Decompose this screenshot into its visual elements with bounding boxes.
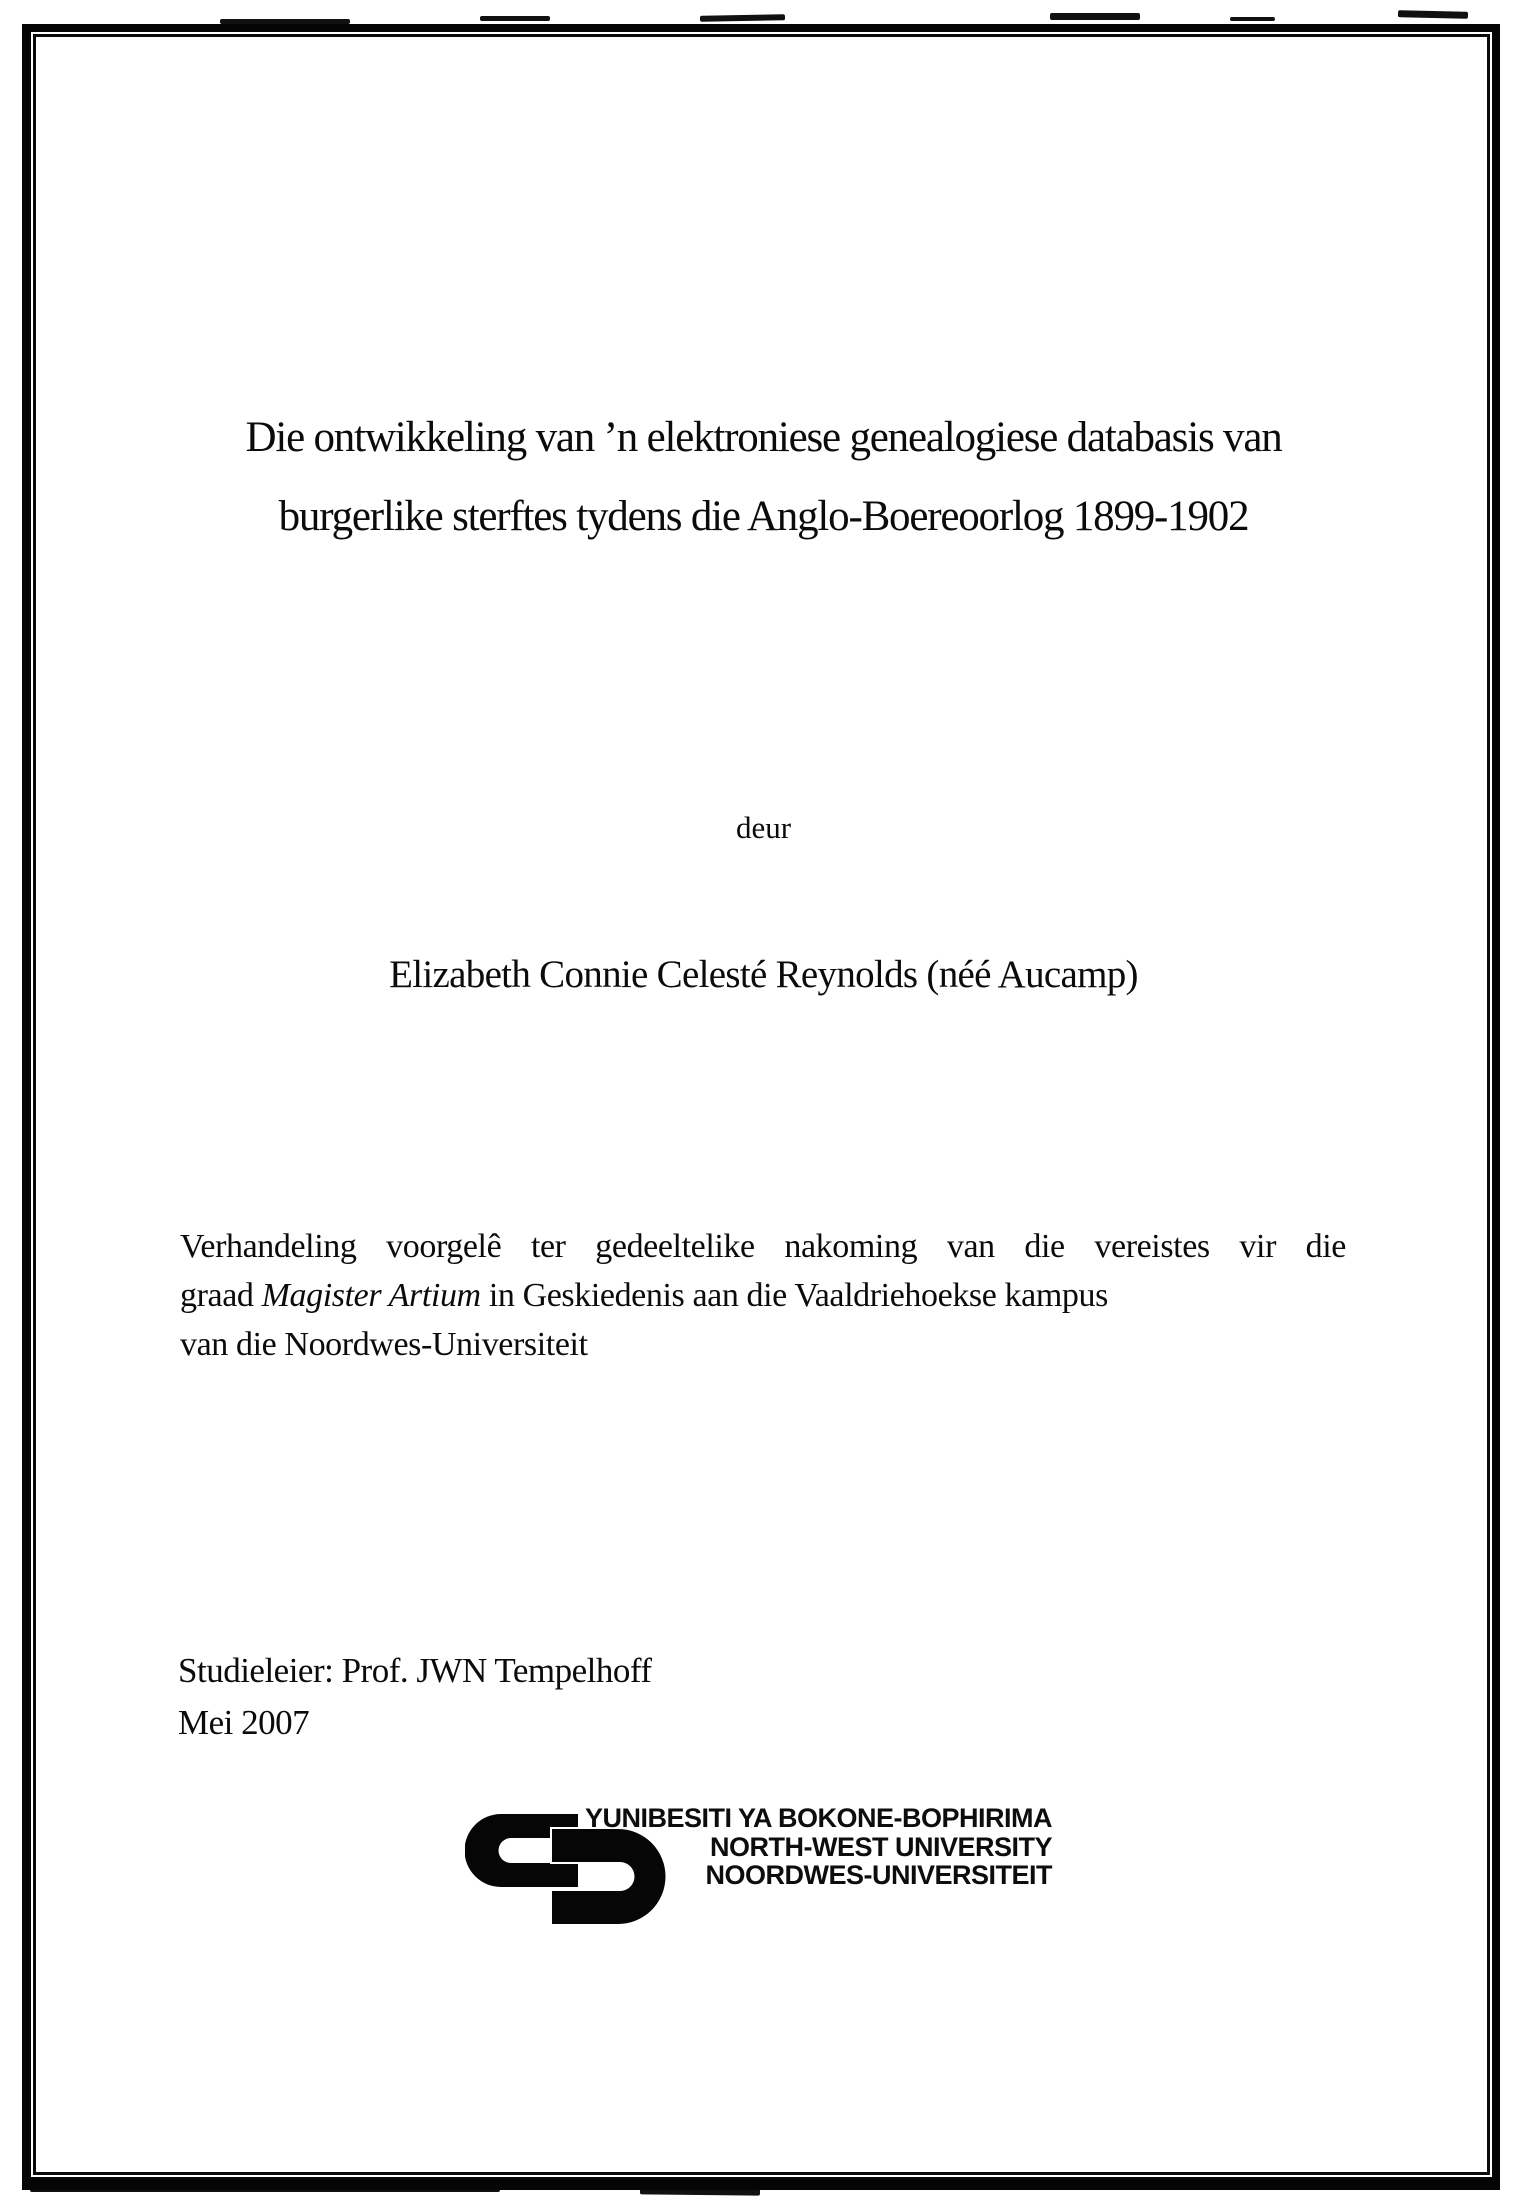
date-line: Mei 2007	[178, 1703, 310, 1742]
logo-text-afrikaans: NOORDWES-UNIVERSITEIT	[705, 1860, 1052, 1890]
statement-line-1: Verhandeling voorgelê ter gedeeltelike nakoming van die vereistes vir die	[180, 1228, 1346, 1265]
scan-artifact	[1050, 13, 1140, 20]
supervisor-block	[178, 1645, 652, 1749]
degree-name: Magister Artium	[261, 1277, 481, 1314]
scan-artifact	[1398, 10, 1468, 18]
statement-line-3: van die Noordwes-Universiteit	[180, 1326, 588, 1363]
thesis-title-line-1: Die ontwikkeling van ’n elektroniese genealogiese databasis van	[245, 414, 1282, 461]
supervisor-line: Studieleier: Prof. JWN Tempelhoff	[178, 1651, 652, 1690]
author-name: Elizabeth Connie Celesté Reynolds (néé Aucamp)	[389, 953, 1138, 996]
scan-artifact	[480, 16, 550, 21]
scan-artifact	[1230, 17, 1275, 21]
submission-statement	[180, 1222, 1346, 1369]
scan-artifact	[700, 14, 785, 21]
thesis-title-line-2: burgerlike sterftes tydens die Anglo-Boereoorlog 1899-1902	[278, 493, 1249, 540]
logo-text-english: NORTH-WEST UNIVERSITY	[709, 1831, 1052, 1862]
byline-label: deur	[735, 810, 792, 845]
nwu-logo-wordmark	[585, 1804, 1052, 1890]
statement-line-2	[180, 1271, 1346, 1320]
thesis-title	[80, 398, 1447, 556]
logo-text-setswana: YUNIBESITI YA BOKONE-BOPHIRIMA	[584, 1803, 1052, 1833]
statement-line-2-prefix: graad	[180, 1277, 262, 1314]
statement-line-2-suffix: in Geskiedenis aan die Vaaldriehoekse kampus	[480, 1277, 1108, 1314]
